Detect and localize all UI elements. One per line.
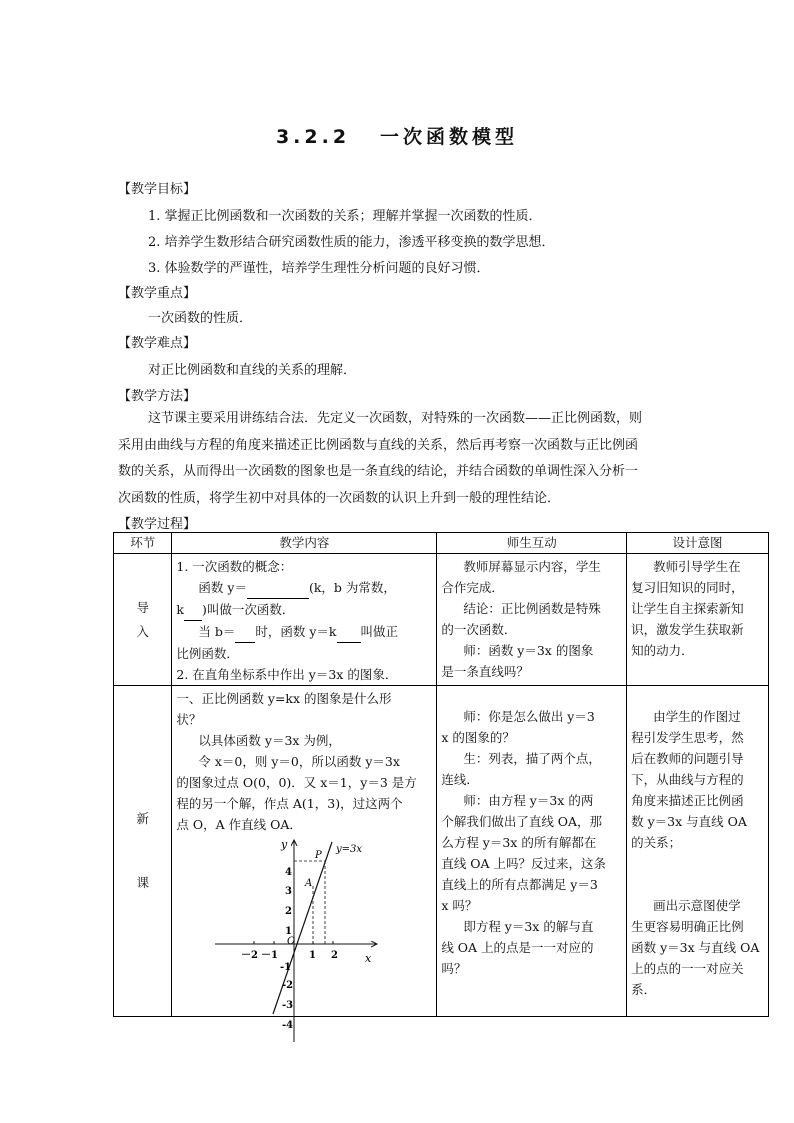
y-tick-label: 1	[285, 926, 292, 937]
header-stage: 环节	[114, 533, 172, 554]
origin-label: O	[287, 936, 296, 947]
y-tick-label: -3	[282, 1000, 294, 1011]
fill-blank	[337, 621, 361, 643]
x-axis-label: x	[365, 952, 372, 965]
new-lesson-intent: 由学生的作图过 程引发学生思考，然 后在教师的问题引导 下，从曲线与方程的 角度来描述正比例函 数 y＝3x 与直线 OA 的关系； 画出示意图使学 生更容易明确正比例 函数 y＝3x 与直线 OA 上的点的一一对应关 系．	[627, 686, 769, 1017]
stage-new-lesson: 新 课	[114, 686, 172, 1017]
title-number: 3.2.2	[275, 126, 351, 148]
line-label: y=3x	[336, 844, 363, 855]
x-tick-label: －2	[241, 950, 258, 961]
x-tick-label: －1	[261, 950, 278, 961]
header-intent: 设计意图	[627, 533, 769, 554]
x-tick-label: 1	[309, 950, 316, 961]
y-tick-label: 2	[285, 906, 292, 917]
new-lesson-interaction: 师：你是怎么做出 y＝3 x 的图象的？ 生：列表，描了两个点， 连线． 师：由方程 y＝3x 的两 个解我们做出了直线 OA，那 么方程 y＝3x 的所有解都在 直线 OA 上吗？反过来，这条 直线上的所有点都满足 y＝3 x 吗？ 即方程 y＝3x 的解与直 线 OA 上的点是一一对应的 吗？	[437, 686, 627, 1017]
y-tick-label: -1	[280, 962, 292, 973]
key-text: 一次函数的性质．	[148, 311, 253, 326]
title-text: 一次函数模型	[380, 126, 519, 148]
function-graph	[205, 830, 395, 1050]
y-axis-label: y	[281, 838, 288, 851]
intro-content: 1. 一次函数的概念： 函数 y＝ (k，b 为常数， k )叫做一次函数． 当 b＝ 时，函数 y＝k 叫做正 比例函数． 2. 在直角坐标系中作出 y＝3x 的图象．	[172, 554, 437, 686]
point-p-label: P	[315, 850, 322, 861]
fill-blank	[247, 577, 309, 599]
goals-heading: 【教学目标】	[118, 182, 197, 197]
y-tick-label: -4	[282, 1020, 294, 1031]
header-interaction: 师生互动	[437, 533, 627, 554]
intro-intent: 教师引导学生在 复习旧知识的同时， 让学生自主探索新知 识，激发学生获取新 知的动力．	[627, 554, 769, 686]
intro-interaction: 教师屏幕显示内容，学生 合作完成． 结论：正比例函数是特殊 的一次函数． 师：函数 y＝3x 的图象 是一条直线吗？	[437, 554, 627, 686]
y-tick-label: -2	[282, 980, 294, 991]
fill-blank	[235, 621, 255, 643]
new-lesson-content: 一、正比例函数 y=kx 的图象是什么形 状？ 以具体函数 y＝3x 为例， 令 x＝0，则 y＝0，所以函数 y＝3x 的图象过点 O(0，0)．又 x＝1，y＝3 是方 程的另一个解，作点 A(1，3)，过这两个 点 O，A 作直线 OA．	[172, 686, 437, 1017]
process-heading: 【教学过程】	[118, 517, 197, 532]
point-a-label: A	[305, 878, 313, 889]
difficulty-text: 对正比例函数和直线的关系的理解．	[148, 363, 357, 378]
method-paragraph: 这节课主要采用讲练结合法．先定义一次函数，对特殊的一次函数——正比例函数，则 采用由曲线与方程的角度来描述正比例函数与直线的关系，然后再考察一次函数与正比例函 数的关系，从而得出一次函数的图象也是一条直线的结论，并结合函数的单调性深入分析一 次函数的性质，将学生初中对具体的一次函数的认识上升到一般的理性结论．	[118, 411, 643, 506]
header-content: 教学内容	[172, 533, 437, 554]
y-tick-label: 3	[285, 886, 292, 897]
difficulty-heading: 【教学难点】	[118, 336, 197, 351]
y-tick-label: 4	[285, 867, 292, 878]
goal-item: 3. 体验数学的严谨性，培养学生理性分析问题的良好习惯．	[148, 261, 490, 276]
key-heading: 【教学重点】	[118, 286, 197, 301]
x-tick-label: 2	[331, 950, 338, 961]
fill-blank	[184, 599, 202, 621]
page-title	[0, 122, 794, 149]
goal-item: 1. 掌握正比例函数和一次函数的关系；理解并掌握一次函数的性质．	[148, 209, 542, 224]
table-row-intro	[114, 554, 769, 686]
goal-item: 2. 培养学生数形结合研究函数性质的能力，渗透平移变换的数学思想．	[148, 235, 555, 250]
stage-intro: 导 入	[114, 554, 172, 686]
table-header-row	[114, 533, 769, 554]
method-heading: 【教学方法】	[118, 389, 197, 404]
